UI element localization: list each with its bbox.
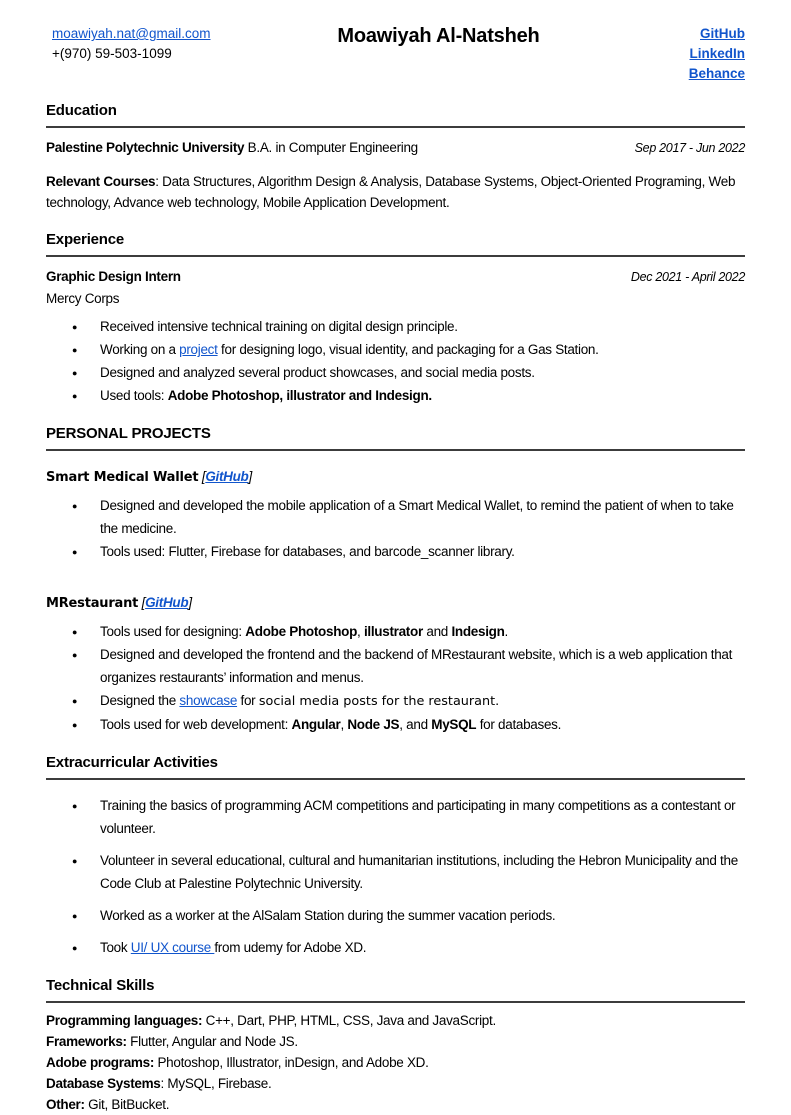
school-and-degree: Palestine Polytechnic University B.A. in Computer Engineering [46, 140, 418, 155]
list-item: ● Tools used for designing: Adobe Photoshop, illustrator and Indesign. [46, 620, 745, 643]
candidate-name: Moawiyah Al-Natsheh [337, 25, 540, 47]
project-title-row: MRestaurant [GitHub] [46, 595, 192, 611]
education-entry [46, 137, 745, 159]
relevant-courses: Relevant Courses: Data Structures, Algorithm Design & Analysis, Database Systems, Object-Oriented Programing, Web technology, Advance web technology, Mobile Application Development. [46, 174, 736, 210]
list-item: ● Took UI/ UX course from udemy for Adobe XD. [46, 936, 745, 959]
section-education [46, 100, 745, 213]
list-item: ● Tools used for web development: Angular, Node JS, and MySQL for databases. [46, 713, 745, 736]
list-item: ● Volunteer in several educational, cultural and humanitarian institutions, including the Hebron Municipality and the Code Club at Palestine Polytechnic University. [46, 849, 745, 895]
experience-heading: Experience [46, 229, 745, 257]
experience-bullet-list [46, 315, 745, 407]
phone-number: +(970) 59-503-1099 [52, 46, 172, 61]
project-mrestaurant [46, 592, 745, 736]
behance-link[interactable]: Behance [688, 66, 745, 81]
project-smart-medical-wallet [46, 466, 745, 563]
education-dates: Sep 2017 - Jun 2022 [634, 141, 745, 155]
ui-ux-course-link[interactable]: UI/ UX course [130, 940, 215, 955]
job-title: Graphic Design Intern [46, 269, 181, 284]
technical-skills-heading: Technical Skills [46, 975, 745, 1003]
list-item: Database Systems: MySQL, Firebase. [46, 1076, 272, 1091]
github-link[interactable]: GitHub [700, 26, 745, 41]
email-link[interactable]: moawiyah.nat@gmail.com [52, 26, 211, 41]
education-heading: Education [46, 100, 745, 128]
list-item: ● Designed and analyzed several product showcases, and social media posts. [46, 361, 745, 384]
section-extracurricular [46, 752, 745, 959]
project-bullet-list [46, 620, 745, 736]
smart-medical-wallet-github-link[interactable]: GitHub [205, 469, 249, 484]
project-title-row: Smart Medical Wallet [GitHub] [46, 469, 252, 485]
list-item: ● Tools used: Flutter, Firebase for databases, and barcode_scanner library. [46, 540, 745, 563]
list-item: ● Designed and developed the mobile application of a Smart Medical Wallet, to remind the patient of when to take the medicine. [46, 494, 745, 540]
list-item: ● Training the basics of programming ACM competitions and participating in many competitions as a contestant or volunteer. [46, 794, 745, 840]
section-personal-projects [46, 423, 745, 736]
list-item: ● Designed the showcase for social media posts for the restaurant. [46, 689, 745, 713]
section-technical-skills [46, 975, 745, 1115]
list-item: Programming languages: C++, Dart, PHP, HTML, CSS, Java and JavaScript. [46, 1013, 496, 1028]
list-item: Frameworks: Flutter, Angular and Node JS. [46, 1034, 298, 1049]
company-name: Mercy Corps [46, 291, 120, 306]
list-item: Adobe programs: Photoshop, Illustrator, inDesign, and Adobe XD. [46, 1055, 429, 1070]
list-item: ● Designed and developed the frontend and the backend of MRestaurant website, which is a web application that organizes restaurants’ information and menus. [46, 643, 745, 689]
personal-projects-heading: PERSONAL PROJECTS [46, 423, 745, 451]
extracurricular-bullet-list [46, 794, 745, 959]
list-item: ● Working on a project for designing logo, visual identity, and packaging for a Gas Station. [46, 338, 745, 361]
extracurricular-heading: Extracurricular Activities [46, 752, 745, 780]
experience-entry [46, 266, 745, 288]
social-links [615, 24, 745, 84]
linkedin-link[interactable]: LinkedIn [689, 46, 745, 61]
job-dates: Dec 2021 - April 2022 [630, 270, 745, 284]
list-item: Other: Git, BitBucket. [46, 1097, 170, 1112]
showcase-link[interactable]: showcase [179, 693, 238, 708]
resume-header [46, 24, 745, 84]
skills-list [46, 1010, 745, 1115]
section-experience [46, 229, 745, 407]
list-item: ● Worked as a worker at the AlSalam Station during the summer vacation periods. [46, 904, 745, 927]
list-item: ● Received intensive technical training on digital design principle. [46, 315, 745, 338]
list-item: ● Used tools: Adobe Photoshop, illustrator and Indesign. [46, 384, 745, 407]
project-bullet-list [46, 494, 745, 563]
project-link[interactable]: project [179, 342, 218, 357]
contact-block [46, 24, 262, 64]
mrestaurant-github-link[interactable]: GitHub [145, 595, 189, 610]
